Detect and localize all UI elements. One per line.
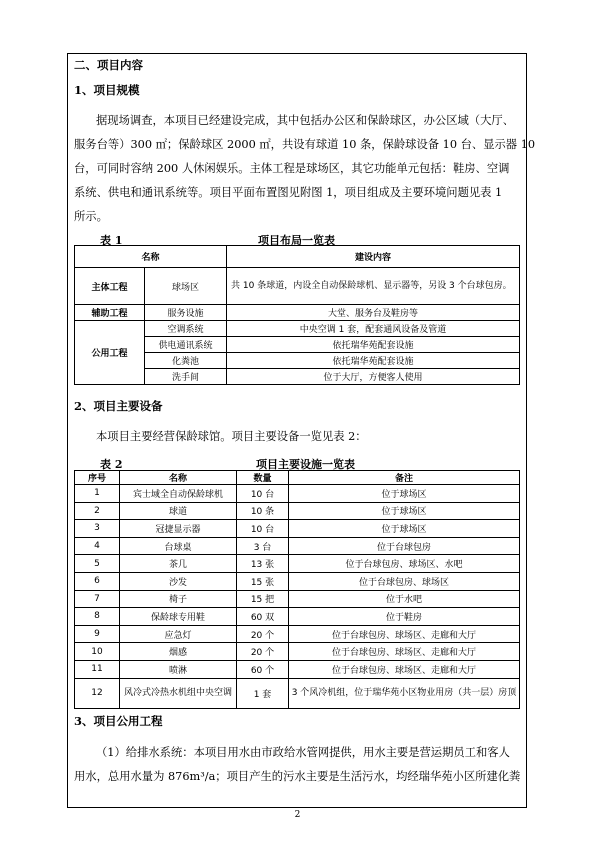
table-cell-name: 空调系统 <box>145 321 227 337</box>
table-cell-group: 主体工程 <box>75 268 145 305</box>
table-header-cell: 数量 <box>237 471 289 485</box>
table-row <box>75 678 520 708</box>
table-cell-name: 烟感 <box>120 643 237 661</box>
table-cell-name: 冠捷显示器 <box>120 520 237 538</box>
table-cell-content: 共 10 条球道，内设全自动保龄球机、显示器等，另设 3 个台球包房。 <box>227 268 520 305</box>
table-cell-name: 洗手间 <box>145 369 227 385</box>
table-cell-name: 化粪池 <box>145 353 227 369</box>
paragraph-line: 据现场调查，本项目已经建设完成，其中包括办公区和保龄球区，办公区域（大厅、 <box>96 114 514 127</box>
table-cell-name: 风冷式冷热水机组中央空调 <box>120 678 237 708</box>
table-cell-quantity: 20 个 <box>237 625 289 643</box>
table-cell-quantity: 3 台 <box>237 537 289 555</box>
table-cell-name: 应急灯 <box>120 625 237 643</box>
table-cell-quantity: 13 张 <box>237 555 289 573</box>
table-row <box>75 520 520 538</box>
table-row <box>75 268 520 305</box>
table-cell-note: 位于球场区 <box>289 485 520 503</box>
paragraph-line: 服务台等）300 ㎡；保龄球区 2000 ㎡，共设有球道 10 条，保龄球设备 10 台、显示器 10 <box>74 138 536 151</box>
table-row <box>75 485 520 503</box>
table-cell-content: 大堂、服务台及鞋房等 <box>227 305 520 321</box>
table-cell-index: 11 <box>75 660 120 678</box>
table-header-cell: 名称 <box>120 471 237 485</box>
page-number: 2 <box>294 810 301 820</box>
table-cell-name: 球道 <box>120 502 237 520</box>
table-cell-index: 7 <box>75 590 120 608</box>
table-cell-note: 位于台球包房、球场区、水吧 <box>289 555 520 573</box>
table-cell-quantity: 20 个 <box>237 643 289 661</box>
table-row <box>75 590 520 608</box>
project-layout-table <box>74 245 520 385</box>
table-cell-index: 2 <box>75 502 120 520</box>
table-cell-group: 公用工程 <box>75 321 145 385</box>
table-cell-quantity: 10 台 <box>237 485 289 503</box>
table-cell-note: 位于球场区 <box>289 520 520 538</box>
table-cell-quantity: 10 台 <box>237 520 289 538</box>
section-heading-equipment: 2、项目主要设备 <box>74 399 163 413</box>
table-row <box>75 502 520 520</box>
table-row <box>75 321 520 337</box>
table-row <box>75 572 520 590</box>
table-header-cell: 序号 <box>75 471 120 485</box>
table-cell-index: 1 <box>75 485 120 503</box>
table-cell-name: 服务设施 <box>145 305 227 321</box>
table-cell-quantity: 1 套 <box>237 678 289 708</box>
table-cell-name: 保龄球专用鞋 <box>120 608 237 626</box>
table-cell-content: 中央空调 1 套，配套通风设备及管道 <box>227 321 520 337</box>
paragraph-line: 台，可同时容纳 200 人休闲娱乐。主体工程是球场区，其它功能单元包括：鞋房、空调 <box>74 162 510 175</box>
table-cell-name: 供电通讯系统 <box>145 337 227 353</box>
paragraph-line: （1）给排水系统：本项目用水由市政给水管网提供，用水主要是营运期员工和客人 <box>96 746 510 759</box>
table-row <box>75 305 520 321</box>
table-cell-index: 3 <box>75 520 120 538</box>
table-row <box>75 555 520 573</box>
table-row <box>75 643 520 661</box>
table-row <box>75 660 520 678</box>
table-cell-note: 位于台球包房、球场区、走廊和大厅 <box>289 660 520 678</box>
table-row <box>75 625 520 643</box>
table-cell-name: 椅子 <box>120 590 237 608</box>
table-header-row <box>75 471 520 485</box>
table-cell-note: 位于台球包房 <box>289 537 520 555</box>
table-cell-index: 10 <box>75 643 120 661</box>
equipment-table <box>74 470 520 709</box>
table-cell-name: 沙发 <box>120 572 237 590</box>
table1-number: 表 1 <box>100 234 123 247</box>
table-cell-index: 4 <box>75 537 120 555</box>
table-header-cell: 建设内容 <box>227 246 520 268</box>
table-header-cell: 名称 <box>75 246 227 268</box>
table-cell-group: 辅助工程 <box>75 305 145 321</box>
table-cell-quantity: 15 张 <box>237 572 289 590</box>
table-cell-content: 位于大厅，方便客人使用 <box>227 369 520 385</box>
table-cell-content: 依托瑞华苑配套设施 <box>227 353 520 369</box>
table-header-row <box>75 246 520 268</box>
table-cell-quantity: 10 条 <box>237 502 289 520</box>
table-cell-index: 12 <box>75 678 120 708</box>
table1-title: 项目布局一览表 <box>258 234 335 247</box>
table-cell-name: 球场区 <box>145 268 227 305</box>
table-cell-note: 位于台球包房、球场区、走廊和大厅 <box>289 625 520 643</box>
table-cell-note: 位于水吧 <box>289 590 520 608</box>
table-cell-note: 位于球场区 <box>289 502 520 520</box>
table-cell-note: 3 个风冷机组，位于瑞华苑小区物业用房（共一层）房顶 <box>289 678 520 708</box>
table-cell-name: 台球桌 <box>120 537 237 555</box>
table2-title: 项目主要设施一览表 <box>256 458 355 471</box>
section-heading-utilities: 3、项目公用工程 <box>74 714 163 728</box>
table-cell-name: 喷淋 <box>120 660 237 678</box>
table-row <box>75 537 520 555</box>
table-cell-note: 位于台球包房、球场区 <box>289 572 520 590</box>
section-heading-scale: 1、项目规模 <box>74 83 140 97</box>
paragraph-line: 所示。 <box>74 210 108 223</box>
table-cell-quantity: 60 双 <box>237 608 289 626</box>
table-header-cell: 备注 <box>289 471 520 485</box>
table-cell-note: 位于鞋房 <box>289 608 520 626</box>
table-cell-index: 8 <box>75 608 120 626</box>
table-cell-index: 5 <box>75 555 120 573</box>
table-cell-quantity: 15 把 <box>237 590 289 608</box>
table-cell-name: 茶几 <box>120 555 237 573</box>
paragraph-line: 系统、供电和通讯系统等。项目平面布置图见附图 1，项目组成及主要环境问题见表 1 <box>74 186 503 199</box>
table-cell-index: 9 <box>75 625 120 643</box>
paragraph-line: 用水，总用水量为 876m³/a；项目产生的污水主要是生活污水，均经瑞华苑小区所建化粪 <box>74 770 521 783</box>
table-cell-name: 宾士域全自动保龄球机 <box>120 485 237 503</box>
table-cell-index: 6 <box>75 572 120 590</box>
table-row <box>75 608 520 626</box>
section-heading-project-content: 二、项目内容 <box>74 58 143 72</box>
table-cell-content: 依托瑞华苑配套设施 <box>227 337 520 353</box>
equipment-intro: 本项目主要经营保龄球馆。项目主要设备一览见表 2： <box>96 430 367 443</box>
table2-number: 表 2 <box>100 458 123 471</box>
table-cell-quantity: 60 个 <box>237 660 289 678</box>
table-cell-note: 位于台球包房、球场区、走廊和大厅 <box>289 643 520 661</box>
